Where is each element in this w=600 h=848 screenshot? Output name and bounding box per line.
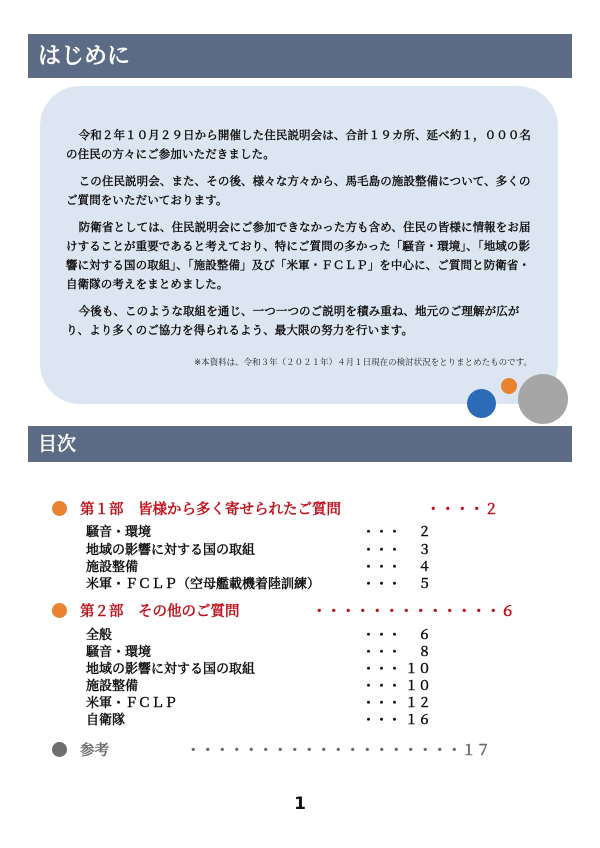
toc-item-page: ３ xyxy=(417,543,431,558)
intro-note: ※本資料は、令和３年（２０２１年）４月１日現在の検討状況をとりまとめたものです。 xyxy=(194,358,532,368)
toc-item-label[interactable]: 施設整備 xyxy=(86,679,139,694)
toc-part2-leader: ・・・・・・・・・・・・・６ xyxy=(312,604,515,620)
toc-part1-leader: ・・・・２ xyxy=(426,502,499,518)
toc-item-label[interactable]: 米軍・ＦＣＬＰ xyxy=(86,696,178,711)
toc-item-dots: ・・・ xyxy=(362,696,402,711)
decor-blue-circle xyxy=(467,389,496,418)
toc-item-label[interactable]: 米軍・ＦＣＬＰ（空母艦載機着陸訓練） xyxy=(86,577,321,592)
toc-item-dots: ・・・ xyxy=(362,628,402,643)
toc-part2[interactable] xyxy=(52,600,240,621)
toc-item-dots: ・・・ xyxy=(362,525,402,540)
toc-part1-title: 第１部 皆様から多く寄せられたご質問 xyxy=(80,502,341,518)
toc-item-dots: ・・・ xyxy=(362,560,402,575)
toc-part2-leader-row xyxy=(312,600,515,621)
toc-part2-title: 第２部 その他のご質問 xyxy=(80,604,240,620)
toc-item-dots: ・・・ xyxy=(362,713,402,728)
toc-reference[interactable] xyxy=(52,739,109,760)
toc-item-dots: ・・・ xyxy=(362,577,402,592)
decor-gray-circle xyxy=(518,374,568,424)
toc-item-page: ８ xyxy=(417,645,431,660)
toc-reference-leader: ・・・・・・・・・・・・・・・・・・・１７ xyxy=(186,743,491,759)
page-number: 1 xyxy=(294,794,306,814)
intro-heading: はじめに xyxy=(28,34,572,78)
toc-item-page: １０ xyxy=(404,662,431,677)
toc-item-label[interactable]: 騒音・環境 xyxy=(86,645,152,660)
bullet-icon xyxy=(52,501,67,516)
toc-item-page: １２ xyxy=(404,696,431,711)
decor-orange-circle xyxy=(501,378,517,394)
toc-item-page: １６ xyxy=(404,713,431,728)
intro-paragraph-4: 今後も、このような取組を通じ、一つ一つのご説明を積み重ね、地元のご理解が広がり、より多くのご協力を得られるよう、最大限の努力を行います。 xyxy=(66,304,520,337)
intro-paragraph-2: この住民説明会、また、その後、様々な方々から、馬毛島の施設整備について、多くのご質問をいただいております。 xyxy=(66,174,531,207)
toc-item-page: ２ xyxy=(417,525,431,540)
toc-heading: 目次 xyxy=(28,426,572,462)
toc-item-label[interactable]: 自衛隊 xyxy=(86,713,126,728)
toc-item-dots: ・・・ xyxy=(362,543,402,558)
toc-item-page: ５ xyxy=(417,577,431,592)
toc-part1-leader-row xyxy=(426,498,499,519)
intro-box xyxy=(40,86,558,404)
toc-item-label[interactable]: 地域の影響に対する国の取組 xyxy=(86,662,256,677)
toc-item-page: ４ xyxy=(417,560,431,575)
toc-item-page: １０ xyxy=(404,679,431,694)
toc-part1[interactable] xyxy=(52,498,341,519)
toc-item-label[interactable]: 全般 xyxy=(86,628,113,643)
toc-item-dots: ・・・ xyxy=(362,645,402,660)
intro-paragraph-1: 令和２年１０月２９日から開催した住民説明会は、合計１９カ所、延べ約１，０００名の住民の方々にご参加いただきました。 xyxy=(66,128,532,161)
toc-item-label[interactable]: 地域の影響に対する国の取組 xyxy=(86,543,256,558)
toc-item-label[interactable]: 施設整備 xyxy=(86,560,139,575)
intro-paragraph-3: 防衛省としては、住民説明会にご参加できなかった方も含め、住民の皆様に情報をお届けすることが重要であると考えており、特にご質問の多かった「騒音・環境」、「地域の影響に対する国の取組」、「施設整備」及び「米軍・ＦＣＬＰ」を中心に、ご質問と防衛省・自衛隊の考えをまとめました。 xyxy=(66,220,531,291)
bullet-icon xyxy=(52,603,67,618)
toc-reference-leader-row xyxy=(186,739,491,760)
toc-reference-title: 参考 xyxy=(80,743,109,759)
bullet-icon xyxy=(52,742,67,757)
toc-item-page: ６ xyxy=(417,628,431,643)
toc-item-dots: ・・・ xyxy=(362,679,402,694)
toc-item-label[interactable]: 騒音・環境 xyxy=(86,525,152,540)
toc-item-dots: ・・・ xyxy=(362,662,402,677)
